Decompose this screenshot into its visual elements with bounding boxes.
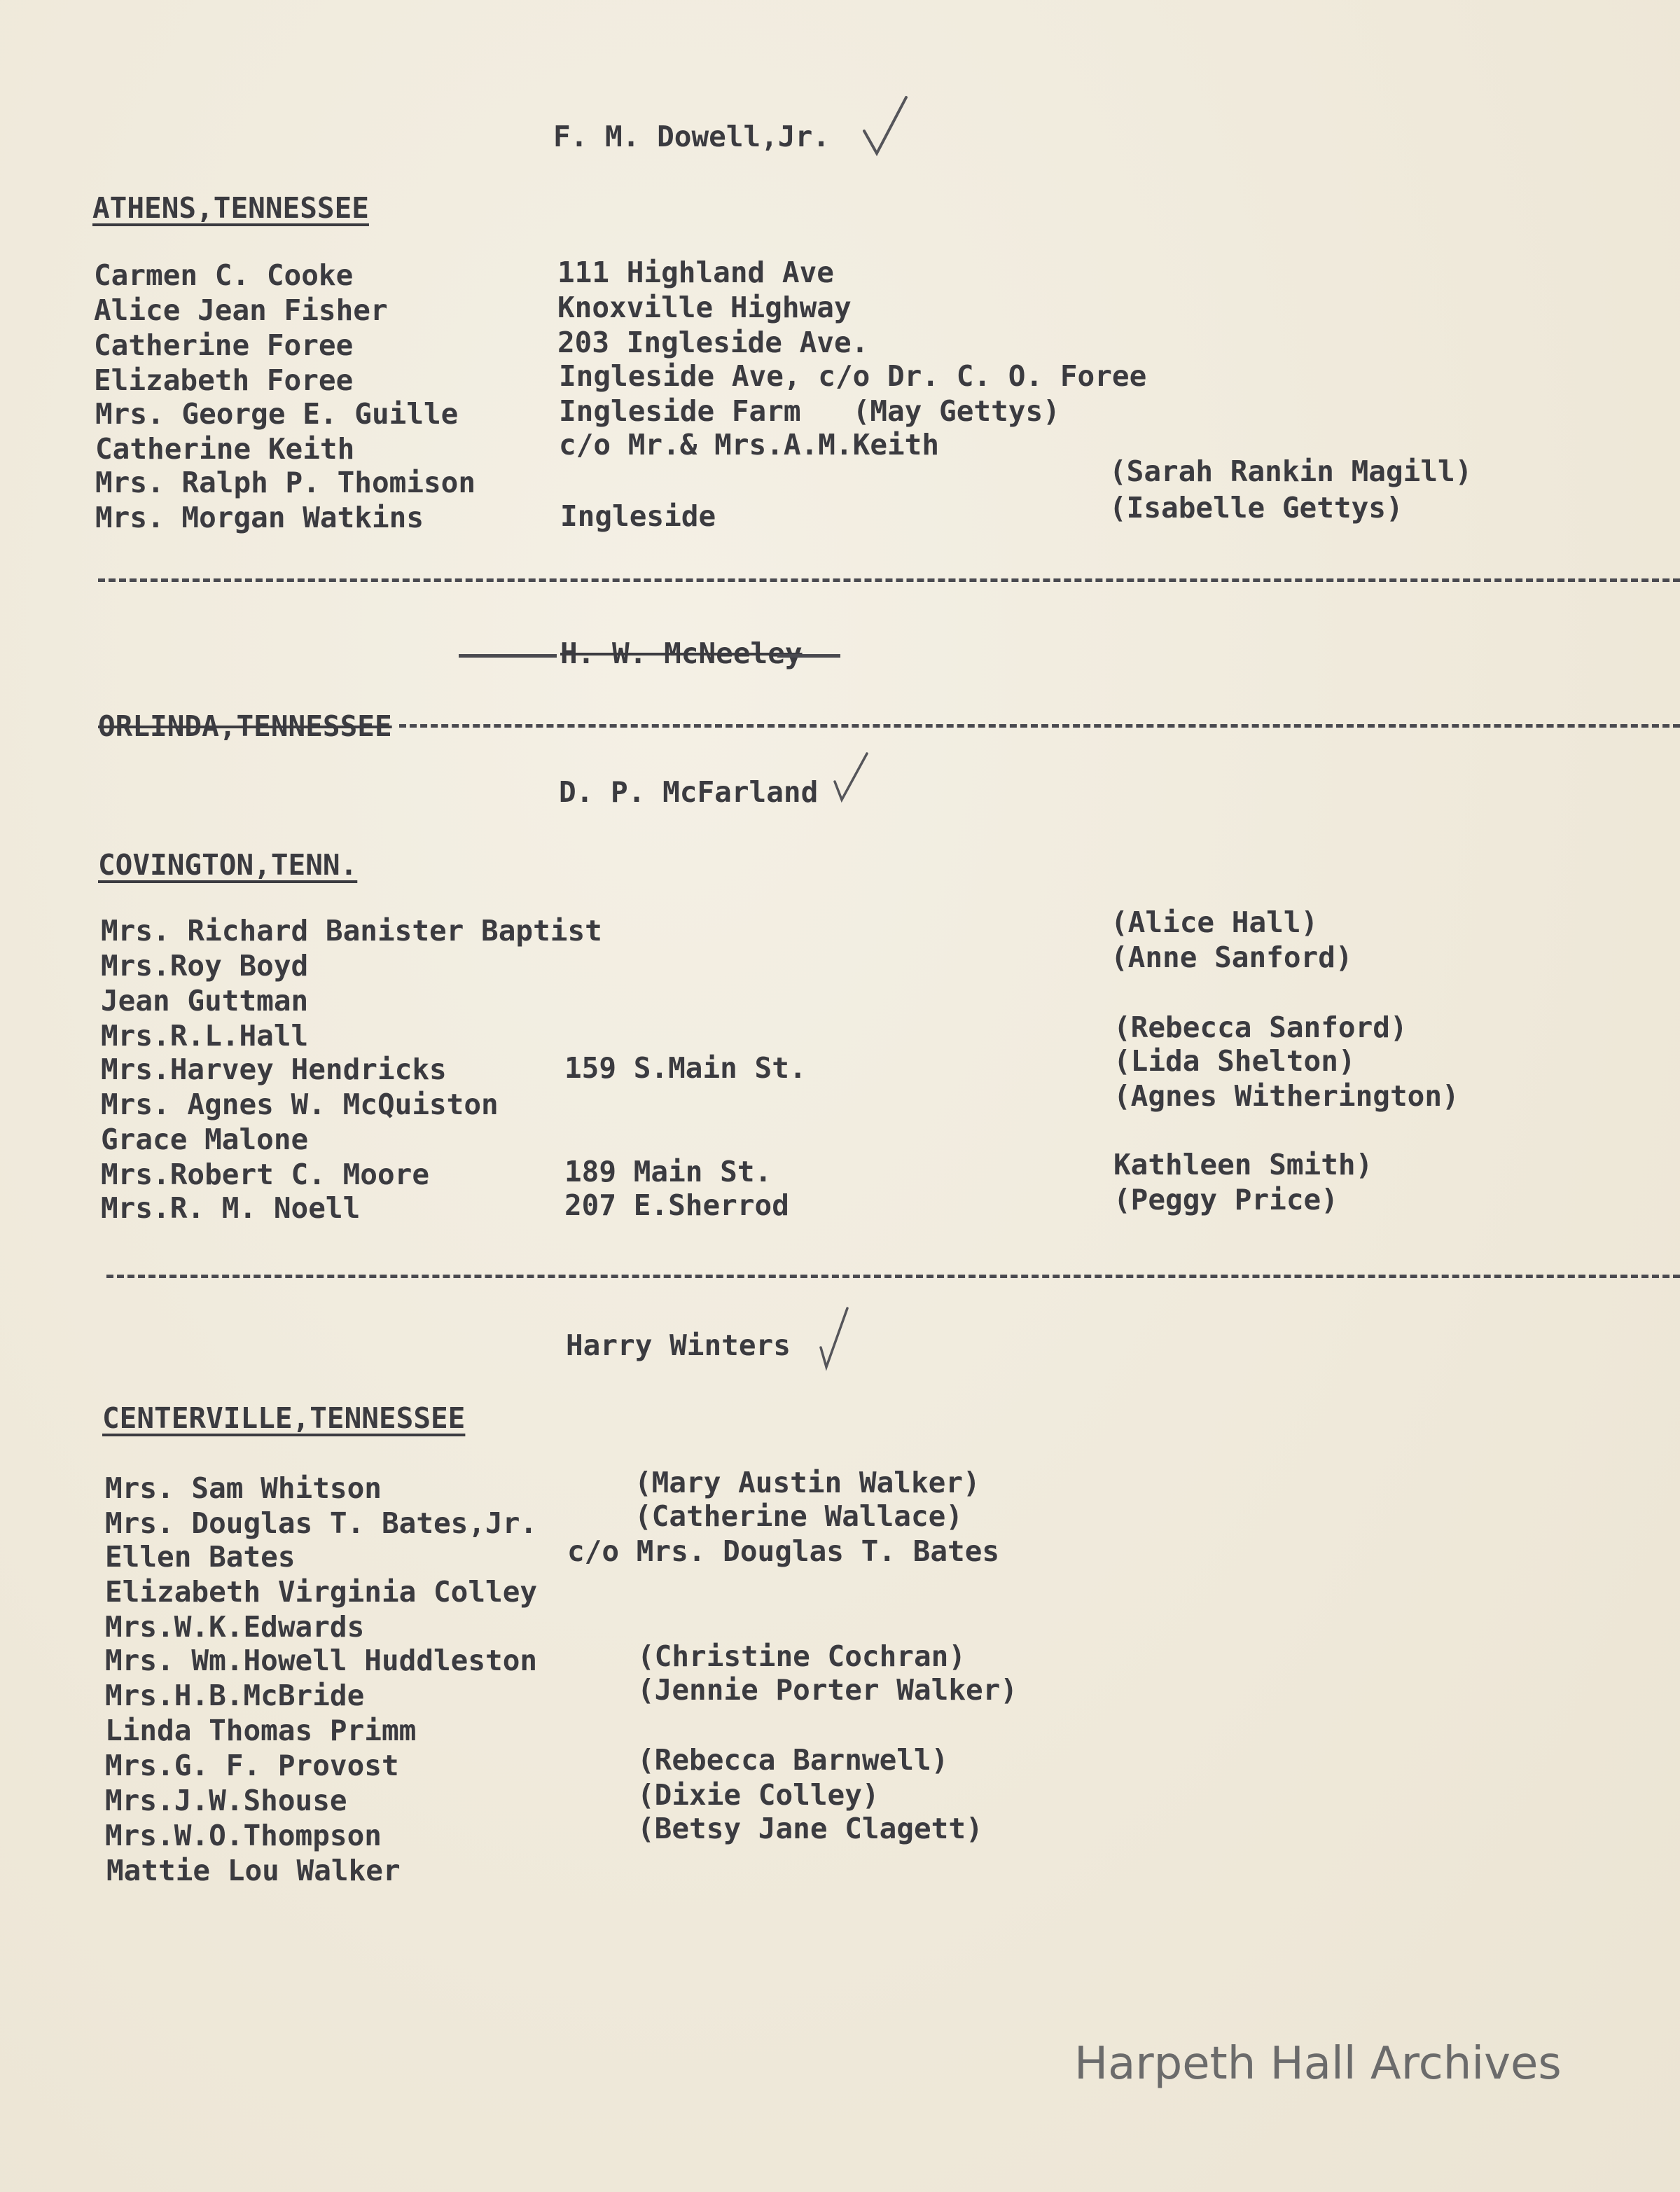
entry-maiden-name: (Peggy Price) <box>1113 1183 1338 1216</box>
entry-maiden-name: (Dixie Colley) <box>637 1778 880 1812</box>
city-heading: COVINGTON,TENN. <box>98 848 358 882</box>
entry-name: Grace Malone <box>101 1123 309 1156</box>
section-divider <box>106 1275 1680 1278</box>
entry-name: Mrs. Morgan Watkins <box>95 501 424 534</box>
entry-name: Mrs.R.L.Hall <box>101 1019 309 1053</box>
section-divider <box>98 578 1680 582</box>
entry-name: Linda Thomas Primm <box>105 1714 417 1747</box>
entry-name: Mrs.W.K.Edwards <box>105 1610 365 1644</box>
entry-maiden-name: (Isabelle Gettys) <box>1109 491 1403 525</box>
entry-name: Ellen Bates <box>105 1540 296 1574</box>
archive-watermark: Harpeth Hall Archives <box>1074 2038 1562 2090</box>
entry-name: Mrs.Robert C. Moore <box>101 1158 429 1191</box>
contact-name: D. P. McFarland <box>559 775 819 809</box>
entry-address: c/o Mr.& Mrs.A.M.Keith <box>559 428 940 462</box>
entry-address: Ingleside Ave, c/o Dr. C. O. Foree <box>559 359 1147 393</box>
entry-address: Ingleside Farm (May Gettys) <box>559 394 1060 428</box>
entry-address: Knoxville Highway <box>557 291 852 324</box>
contact-name: F. M. Dowell,Jr. <box>553 120 830 153</box>
city-heading-struck: ORLINDA,TENNESSEE <box>98 709 392 743</box>
check-mark-icon <box>832 751 871 807</box>
entry-name: Mrs.J.W.Shouse <box>105 1784 347 1817</box>
entry-name: Jean Guttman <box>101 984 309 1018</box>
entry-name: Mrs.R. M. Noell <box>101 1191 361 1225</box>
entry-address: 189 Main St. <box>564 1155 772 1188</box>
city-heading: CENTERVILLE,TENNESSEE <box>102 1401 466 1435</box>
entry-maiden-name: (Mary Austin Walker) <box>634 1466 980 1499</box>
entry-name: Mrs. Agnes W. McQuiston <box>101 1088 499 1121</box>
entry-maiden-name: (Anne Sanford) <box>1111 941 1353 974</box>
entry-name: Mattie Lou Walker <box>106 1854 401 1887</box>
entry-name: Mrs. Sam Whitson <box>105 1471 382 1505</box>
entry-name: Mrs.Roy Boyd <box>101 949 309 983</box>
entry-maiden-name: (Rebecca Barnwell) <box>637 1743 949 1777</box>
entry-name: Mrs. Wm.Howell Huddleston <box>105 1644 538 1677</box>
entry-name: Carmen C. Cooke <box>94 258 354 292</box>
entry-maiden-name: (Alice Hall) <box>1111 906 1319 939</box>
entry-maiden-name: (Jennie Porter Walker) <box>637 1673 1018 1707</box>
entry-name: Mrs. Douglas T. Bates,Jr. <box>105 1506 538 1540</box>
entry-name: Mrs.W.O.Thompson <box>105 1819 382 1852</box>
entry-name: Catherine Foree <box>94 328 354 362</box>
check-mark-icon <box>861 95 910 158</box>
contact-name: Harry Winters <box>566 1329 791 1362</box>
entry-address: c/o Mrs. Douglas T. Bates <box>567 1534 1000 1568</box>
entry-maiden-name: Kathleen Smith) <box>1113 1148 1373 1181</box>
city-heading: ATHENS,TENNESSEE <box>92 191 369 225</box>
entry-name: Mrs. George E. Guille <box>95 397 459 431</box>
check-mark-icon <box>817 1304 852 1371</box>
entry-maiden-name: (Catherine Wallace) <box>634 1499 963 1533</box>
entry-name: Mrs. Richard Banister Baptist <box>101 914 602 948</box>
entry-address: 203 Ingleside Ave. <box>557 326 869 359</box>
entry-name: Mrs.Harvey Hendricks <box>101 1053 447 1086</box>
entry-name: Catherine Keith <box>95 432 355 466</box>
entry-maiden-name: (Rebecca Sanford) <box>1113 1011 1408 1044</box>
entry-name: Alice Jean Fisher <box>94 293 388 327</box>
entry-name: Mrs. Ralph P. Thomison <box>95 466 476 499</box>
strike-line <box>777 654 840 658</box>
entry-name: Mrs.G. F. Provost <box>105 1749 399 1782</box>
entry-maiden-name: (Betsy Jane Clagett) <box>637 1812 983 1845</box>
entry-maiden-name: (Agnes Witherington) <box>1113 1079 1459 1113</box>
entry-maiden-name: (Christine Cochran) <box>637 1639 966 1673</box>
entry-maiden-name: (Lida Shelton) <box>1113 1044 1356 1078</box>
entry-address: 111 Highland Ave <box>557 256 834 289</box>
entry-name: Mrs.H.B.McBride <box>105 1679 365 1712</box>
entry-address: Ingleside <box>560 499 716 533</box>
entry-address: 159 S.Main St. <box>564 1051 807 1085</box>
entry-name: Elizabeth Virginia Colley <box>105 1575 538 1609</box>
section-divider <box>399 724 1680 728</box>
contact-name-struck: H. W. McNeeley <box>560 637 803 670</box>
strike-line <box>459 654 557 658</box>
entry-maiden-name: (Sarah Rankin Magill) <box>1109 455 1473 488</box>
entry-name: Elizabeth Foree <box>94 363 354 397</box>
entry-address: 207 E.Sherrod <box>564 1188 789 1222</box>
